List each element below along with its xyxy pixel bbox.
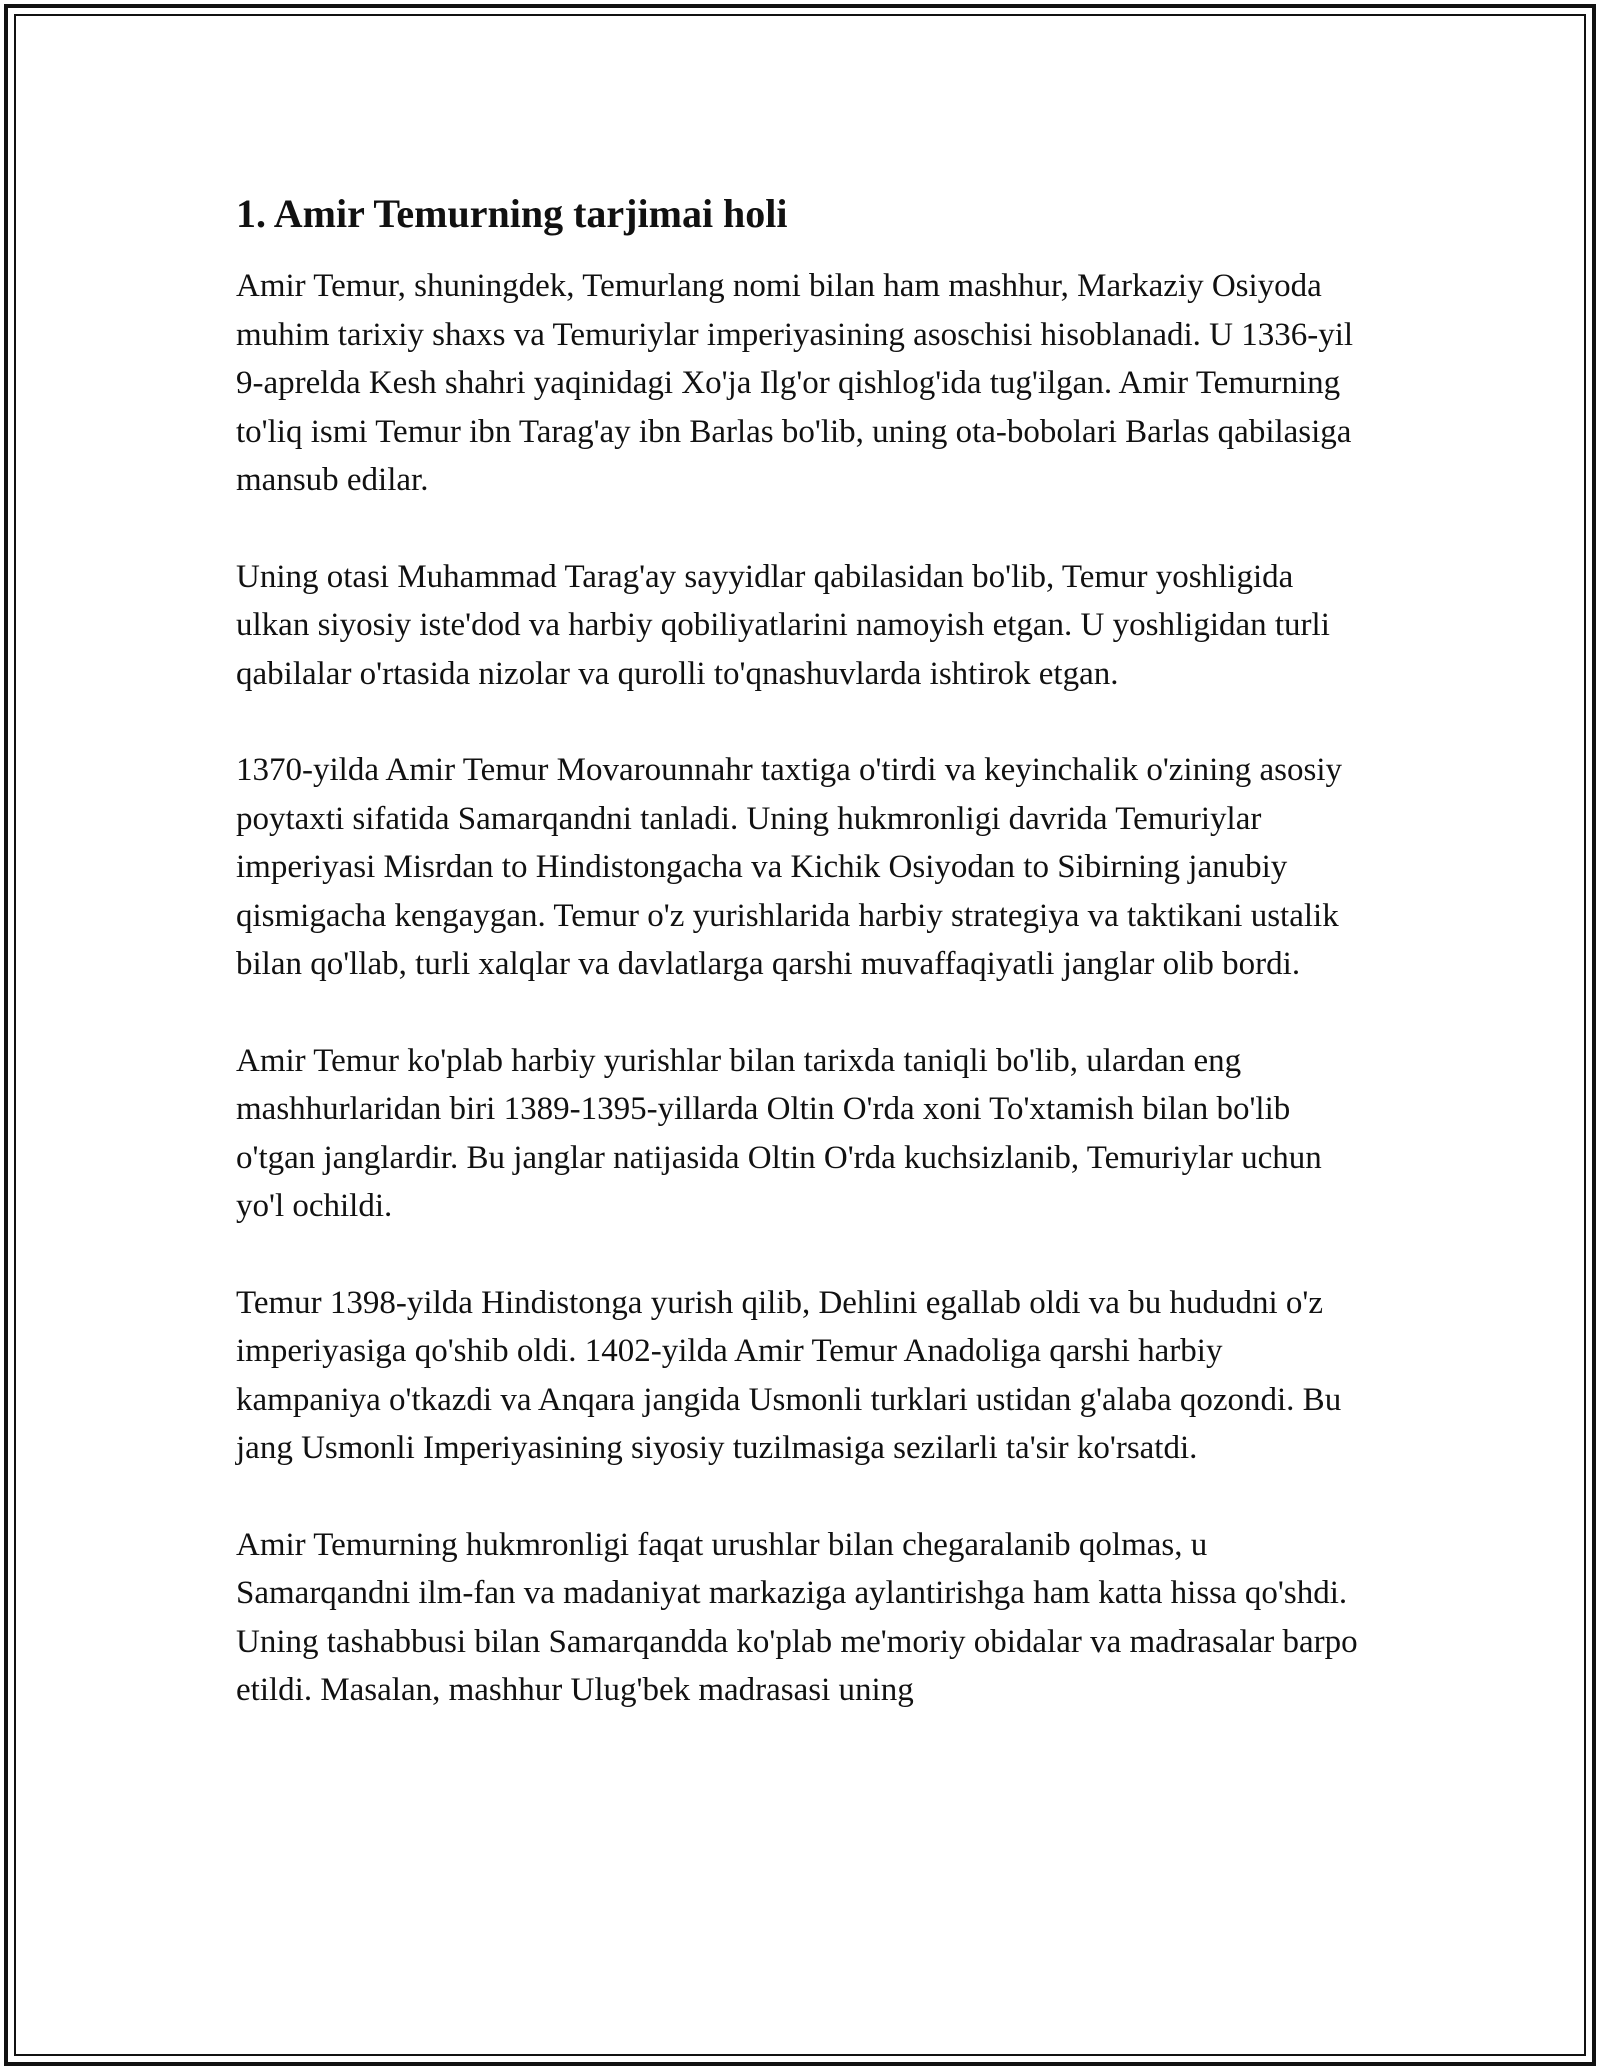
paragraph: Amir Temurning hukmronligi faqat urushlar bilan chegaralanib qolmas, u Samarqandni ilm-fan va madaniyat markaziga aylantirishga ham katta hissa qo'shdi. Uning tashabbusi bilan Samarqandda ko'plab me'moriy obidalar va madrasalar barpo etildi. Masalan, mashhur Ulug'bek madrasasi uning — [236, 1526, 1358, 1708]
section-heading: 1. Amir Temurning tarjimai holi — [236, 191, 788, 236]
paragraph: Amir Temur ko'plab harbiy yurishlar bilan tarixda taniqli bo'lib, ulardan eng mashhurlaridan biri 1389-1395-yillarda Oltin O'rda xoni To'xtamish bilan bo'lib o'tgan janglardir. Bu janglar natijasida Oltin O'rda kuchsizlanib, Temuriylar uchun yo'l ochildi. — [236, 1042, 1322, 1224]
paragraph: Uning otasi Muhammad Tarag'ay sayyidlar qabilasidan bo'lib, Temur yoshligida ulkan siyosiy iste'dod va harbiy qobiliyatlarini namoyish etgan. U yoshligidan turli qabilalar o'rtasida nizolar va qurolli to'qnashuvlarda ishtirok etgan. — [236, 558, 1330, 692]
paragraph: 1370-yilda Amir Temur Movarounnahr taxtiga o'tirdi va keyinchalik o'zining asosiy poytaxti sifatida Samarqandni tanladi. Uning hukmronligi davrida Temuriylar imperiyasi Misrdan to Hindistongacha va Kichik Osiyodan to Sibirning janubiy qismigacha kengaygan. Temur o'z yurishlarida harbiy strategiya va taktikani ustalik bilan qo'llab, turli xalqlar va davlatlarga qarshi muvaffaqiyatli janglar olib bordi. — [236, 752, 1342, 982]
paragraph: Temur 1398-yilda Hindistonga yurish qilib, Dehlini egallab oldi va bu hududni o'z imperiyasiga qo'shib oldi. 1402-yilda Amir Temur Anadoliga qarshi harbiy kampaniya o'tkazdi va Anqara jangida Usmonli turklari ustidan g'alaba qozondi. Bu jang Usmonli Imperiyasining siyosiy tuzilmasiga sezilarli ta'sir ko'rsatdi. — [236, 1284, 1342, 1466]
document-body — [236, 188, 1366, 1763]
paragraph: Amir Temur, shuningdek, Temurlang nomi bilan ham mashhur, Markaziy Osiyoda muhim tarixiy shaxs va Temuriylar imperiyasining asoschisi hisoblanadi. U 1336-yil 9-aprelda Kesh shahri yaqinidagi Xo'ja Ilg'or qishlog'ida tug'ilgan. Amir Temurning to'liq ismi Temur ibn Tarag'ay ibn Barlas bo'lib, uning ota-bobolari Barlas qabilasiga mansub edilar. — [236, 268, 1354, 498]
